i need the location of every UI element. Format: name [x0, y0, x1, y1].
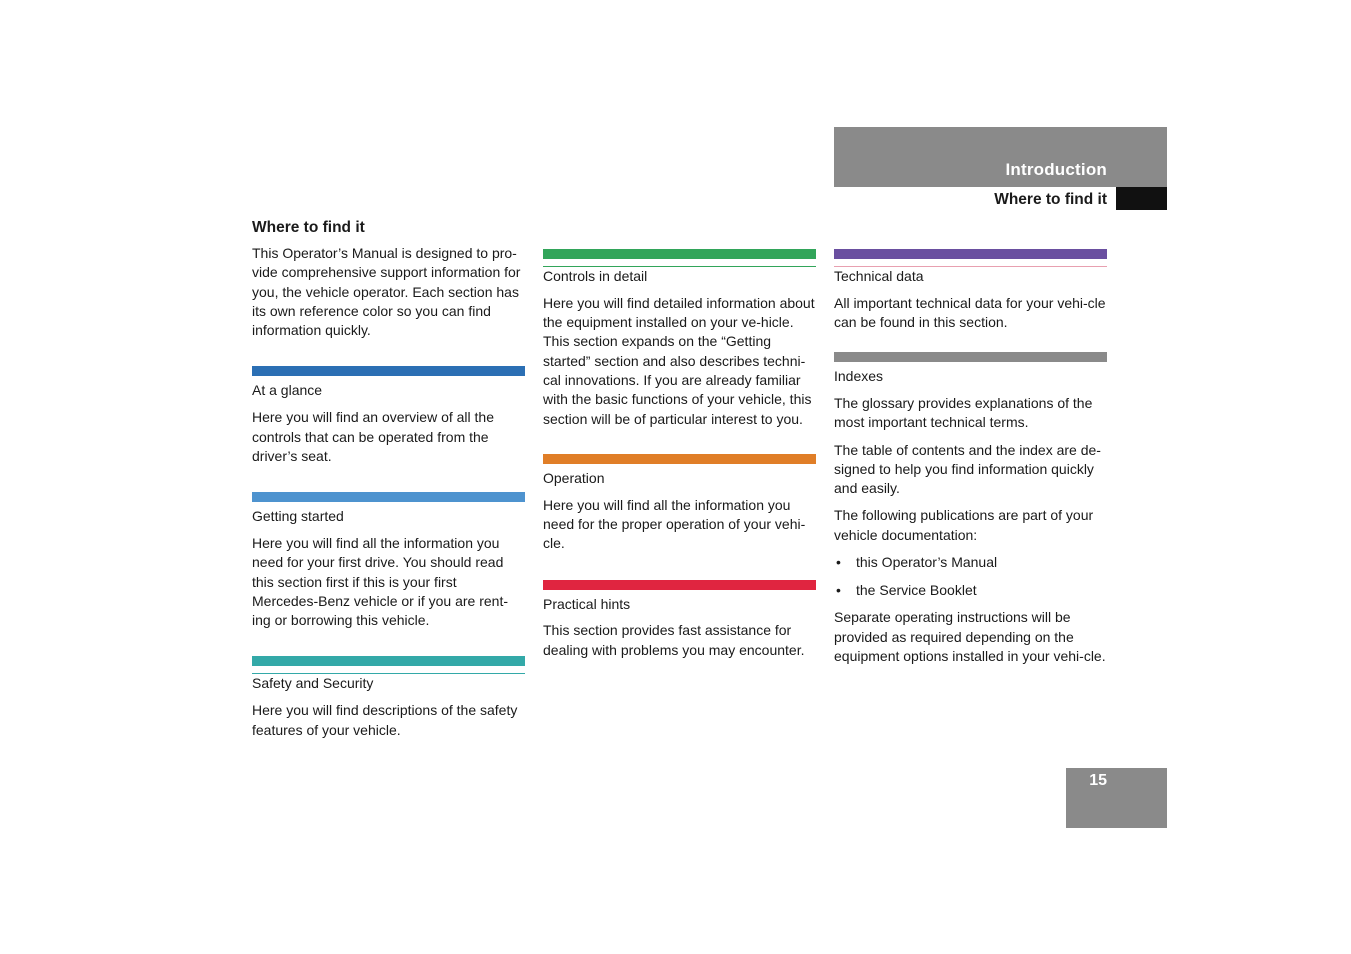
section-title: Safety and Security: [252, 673, 525, 693]
color-bar: [834, 249, 1107, 259]
publications-list: [834, 553, 1107, 600]
chapter-title: Introduction: [1005, 160, 1107, 179]
column-3: [834, 249, 1107, 674]
section-title: Controls in detail: [543, 266, 816, 286]
intro-paragraph: This Operator’s Manual is designed to pro-vide comprehensive support information for you, the vehicle operator. Each section has its own reference color so you can find information quickly.: [252, 245, 521, 339]
section-controls-in-detail: [543, 249, 816, 429]
section-title: At a glance: [252, 382, 323, 399]
color-bar: [252, 366, 525, 376]
list-item: • this Operator’s Manual: [834, 553, 1107, 572]
section-body: All important technical data for your vehi-cle can be found in this section.: [834, 294, 1106, 331]
section-body: Here you will find all the information you need for your first drive. You should read this section first if this is your first Mercedes-Benz vehicle or if you are rent-ing or borrowing this vehicle.: [252, 534, 508, 629]
color-bar: [252, 656, 525, 666]
section-body: Here you will find descriptions of the safety features of your vehicle.: [252, 702, 518, 738]
section-title: Indexes: [834, 368, 884, 385]
section-title: Operation: [543, 469, 605, 486]
page-number-box: [1066, 768, 1167, 828]
subchapter-title: [834, 187, 1107, 210]
indexes-paragraph-instructions: Separate operating instructions will be provided as required depending on the equipment options installed in your vehi-cle.: [834, 609, 1106, 665]
section-body: This section provides fast assistance for dealing with problems you may encounter.: [543, 622, 805, 658]
section-safety-and-security: [252, 656, 525, 739]
column-1: [252, 218, 525, 748]
section-operation: [543, 454, 816, 554]
indexes-paragraph-contents: The table of contents and the index are de-signed to help you find information quickly and easily.: [834, 441, 1101, 497]
color-bar: [543, 454, 816, 464]
section-title: Technical data: [834, 266, 1107, 286]
color-bar: [252, 492, 525, 502]
section-body: Here you will find all the information you need for the proper operation of your vehi-cle.: [543, 496, 806, 552]
subchapter-marker: [1116, 187, 1167, 210]
section-practical-hints: [543, 580, 816, 660]
indexes-paragraph-publications: The following publications are part of your vehicle documentation:: [834, 507, 1094, 543]
section-body: The glossary provides explanations of the most important technical terms.: [834, 395, 1093, 431]
section-body: Here you will find detailed information about the equipment installed on your ve-hicle. This section expands on the “Getting started” section and also describes techni-cal innovations. If you are already familiar with the basic functions of your vehicle, this section will be of particular interest to you.: [543, 294, 815, 427]
column-2: [543, 249, 816, 668]
section-title: Practical hints: [543, 595, 631, 612]
section-technical-data: [834, 249, 1107, 332]
section-indexes: [834, 352, 1107, 666]
section-body: Here you will find an overview of all the controls that can be operated from the driver’s seat.: [252, 409, 495, 464]
section-title: Getting started: [252, 508, 344, 525]
section-getting-started: [252, 492, 525, 630]
list-item: • the Service Booklet: [834, 581, 1107, 600]
subchapter-label: Where to find it: [994, 191, 1107, 208]
section-at-a-glance: [252, 366, 525, 466]
color-bar: [543, 249, 816, 259]
page-heading: Where to find it: [252, 219, 365, 236]
chapter-header: [834, 127, 1167, 187]
color-bar: [834, 352, 1107, 362]
color-bar: [543, 580, 816, 590]
page-number: 15: [1089, 772, 1107, 789]
